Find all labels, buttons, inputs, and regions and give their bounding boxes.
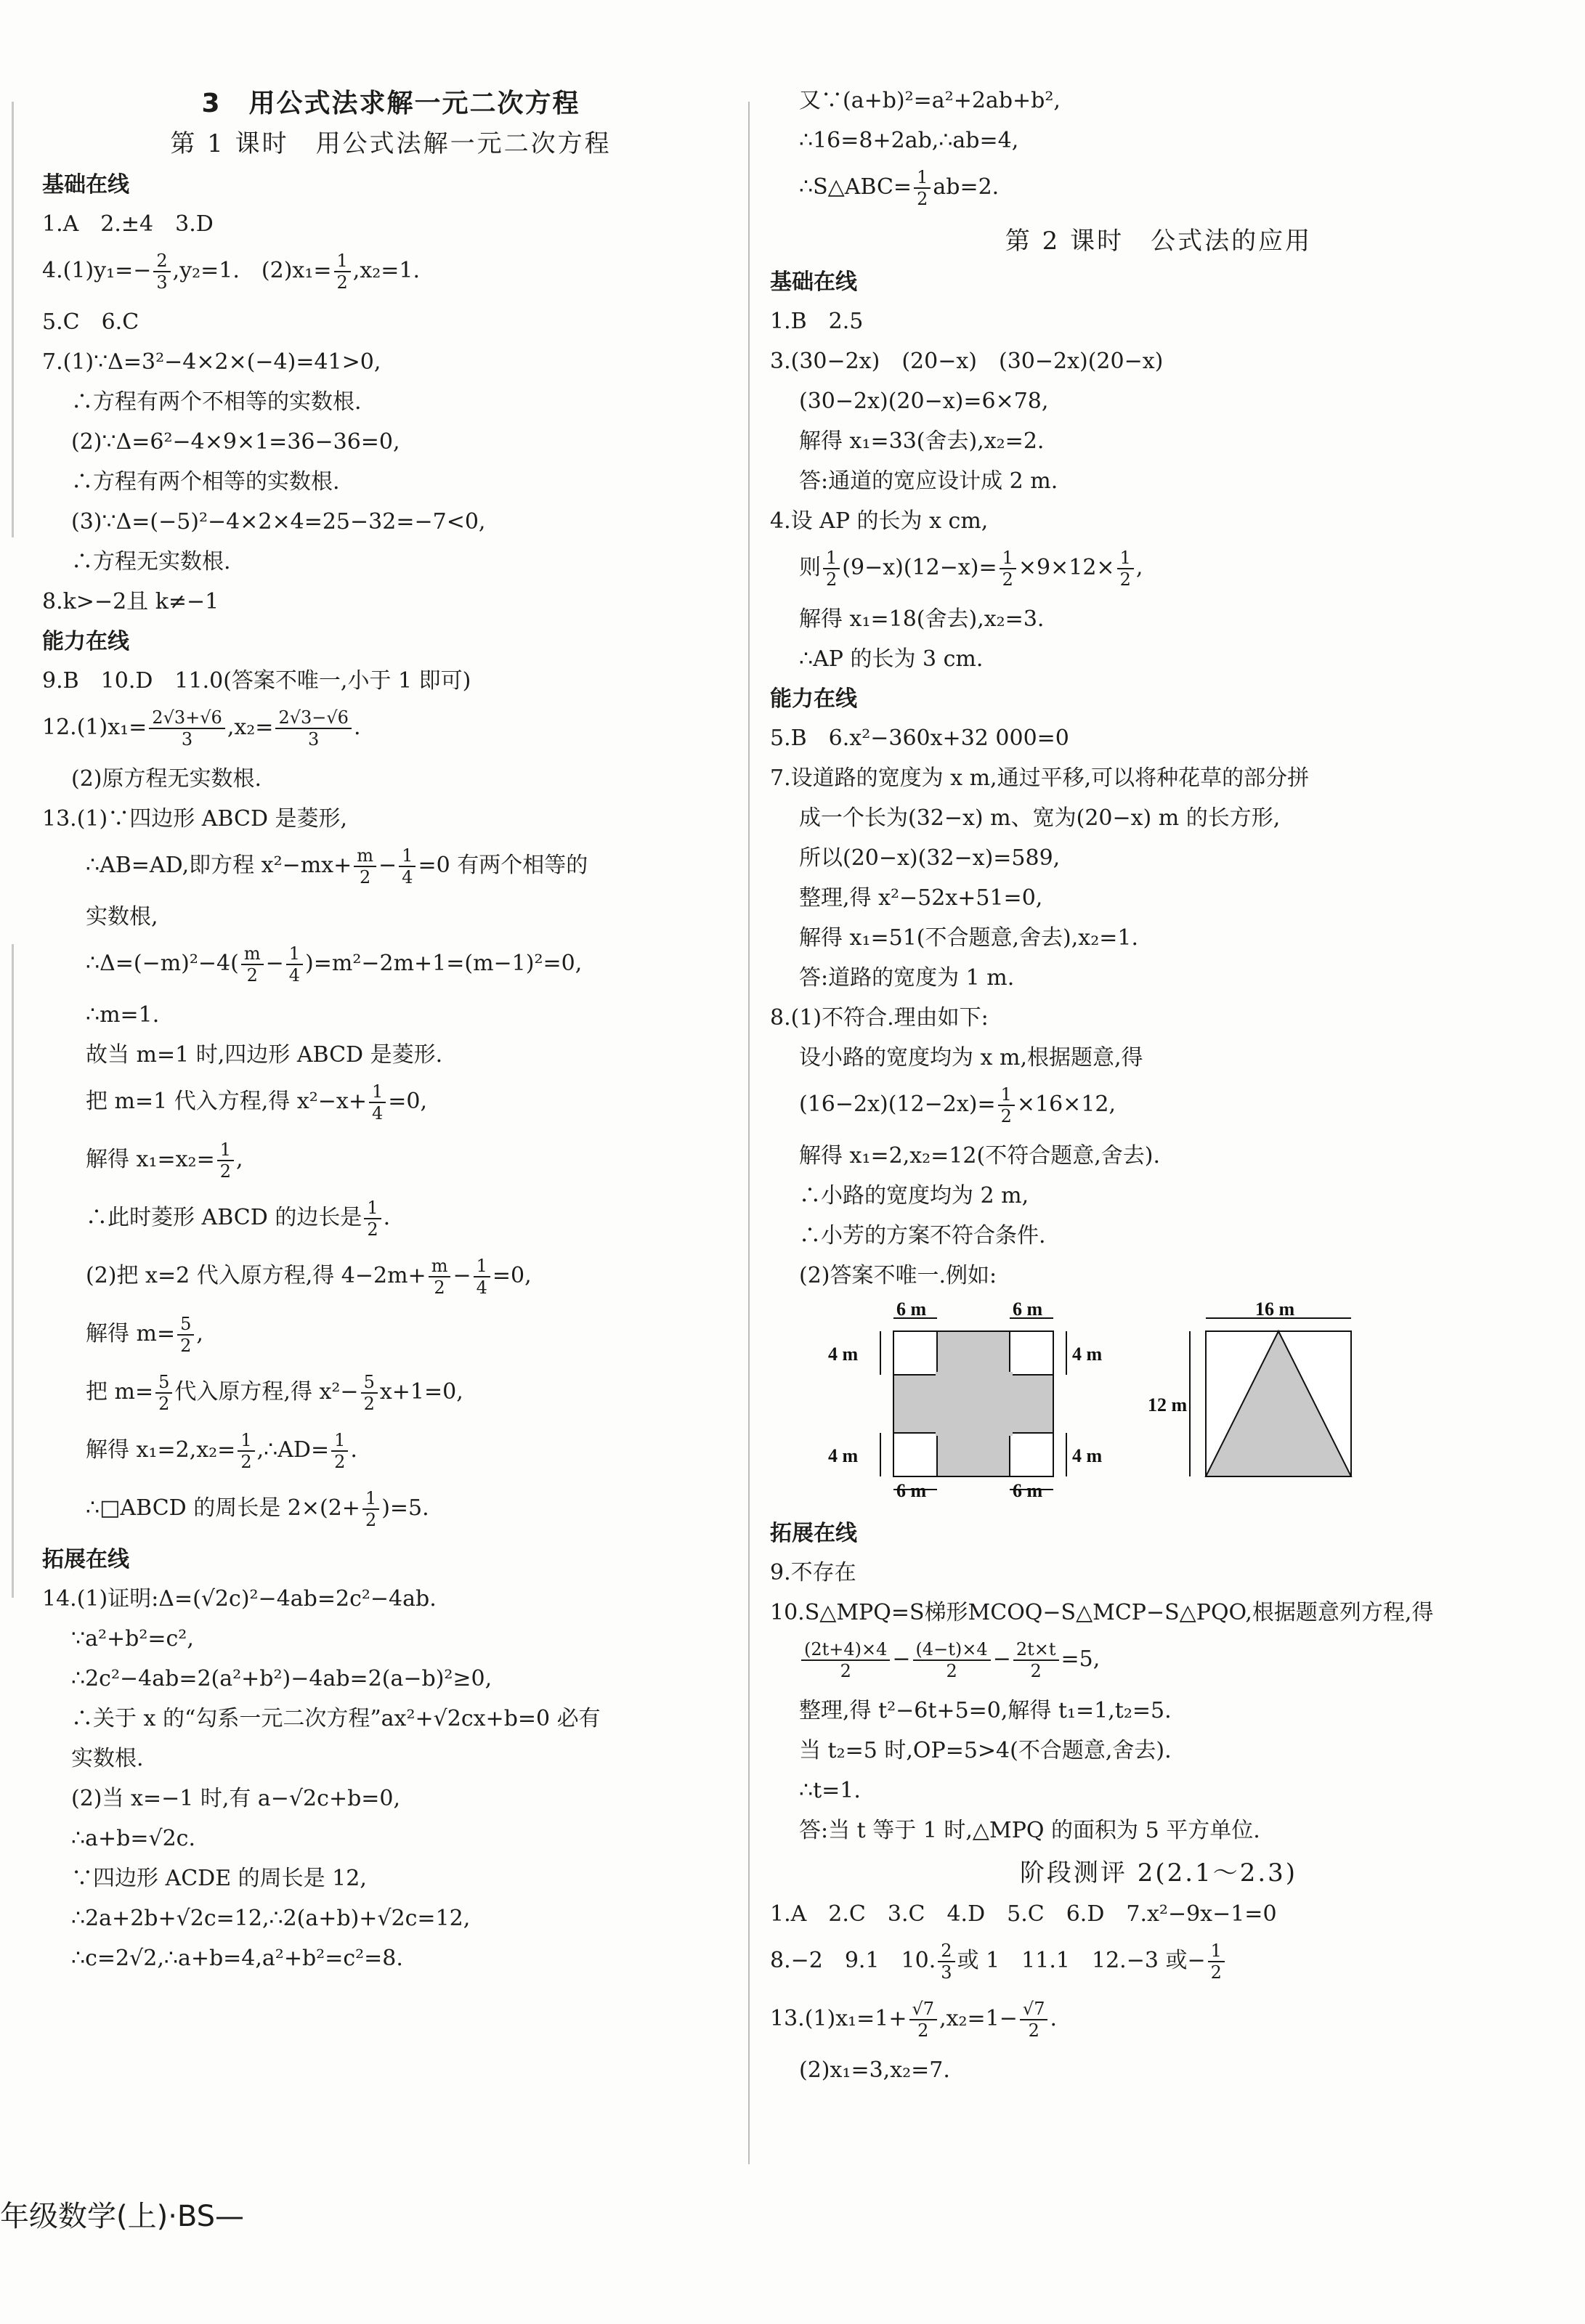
- answer-line: 答:通道的宽应设计成 2 m.: [799, 468, 1058, 494]
- answer-line: ∴□ABCD 的周长是 2×(2+ $\frac{1}{2}$ )=5.: [86, 1488, 429, 1530]
- answer-line: ∴小芳的方案不符合条件.: [799, 1223, 1046, 1248]
- lesson-1-title: 第 1 课时 用公式法解一元二次方程: [170, 129, 612, 158]
- answer-line: 10.S△MPQ=S梯形MCOQ−S△MCP−S△PQO,根据题意列方程,得: [770, 1600, 1434, 1625]
- answer-line: ∵四边形 ACDE 的周长是 12,: [71, 1866, 367, 1891]
- answer-line: 解得 x₁=51(不合题意,舍去),x₂=1.: [799, 925, 1138, 951]
- answer-line: 解得 x₁=x₂= $\frac{1}{2}$ ,: [86, 1139, 243, 1182]
- answer-line: ∴a+b=√2c.: [71, 1826, 195, 1851]
- section-basic: 基础在线: [770, 269, 857, 295]
- answer-line: 把 m=1 代入方程,得 x²−x+ $\frac{1}{4}$ =0,: [86, 1081, 427, 1124]
- answer-line: ∵a²+b²=c²,: [71, 1626, 194, 1651]
- answer-line: 解得 x₁=18(舍去),x₂=3.: [799, 606, 1045, 632]
- section-extension: 拓展在线: [770, 1521, 857, 1546]
- answer-line: ∴m=1.: [86, 1002, 160, 1028]
- answer-line: 13.(1)∵四边形 ABCD 是菱形,: [42, 806, 348, 832]
- answer-line: 9.B 10.D 11.0(答案不唯一,小于 1 即可): [42, 668, 471, 694]
- answer-line: ∴2a+2b+√2c=12,∴2(a+b)+√2c=12,: [71, 1906, 471, 1931]
- answer-line: 答:道路的宽度为 1 m.: [799, 965, 1015, 991]
- answer-line: (2)原方程无实数根.: [71, 766, 262, 792]
- answer-line: (3)∵Δ=(−5)²−4×2×4=25−32=−7<0,: [71, 509, 486, 535]
- stage-test-title: 阶段测评 2(2.1～2.3): [1019, 1858, 1298, 1888]
- fig2-label: 12 m: [1148, 1394, 1188, 1415]
- answer-line: 8.k>−2且 k≠−1: [42, 589, 219, 614]
- answer-line: 8.−2 9.1 10. $\frac{2}{3}$ 或 1 11.1 12.−3 或− $\frac{1}{2}$: [770, 1941, 1547, 1983]
- answer-line: ∴Δ=(−m)²−4( $\frac{m}{2}$ − $\frac{1}{4}$ )=m²−2m+1=(m−1)²=0,: [86, 943, 583, 986]
- section-extension: 拓展在线: [42, 1547, 129, 1572]
- answer-line: ∴AP 的长为 3 cm.: [799, 646, 984, 672]
- answer-line: 1.A 2.C 3.C 4.D 5.C 6.D 7.x²−9x−1=0: [770, 1901, 1277, 1927]
- answer-line: 4.设 AP 的长为 x cm,: [770, 508, 989, 534]
- triangle-layout-figure: [1148, 1302, 1387, 1498]
- answer-line: ∴方程有两个相等的实数根.: [71, 469, 340, 495]
- answer-line: 解得 x₁=2,x₂=12(不符合题意,舍去).: [799, 1143, 1160, 1169]
- answer-line: 4.(1)y₁=− $\frac{2}{3}$ ,y₂=1. (2)x₁= $\frac{1}{2}$ ,x₂=1.: [42, 251, 421, 293]
- lesson-2-title: 第 2 课时 公式法的应用: [1005, 227, 1313, 256]
- answer-line: ∴方程无实数根.: [71, 549, 231, 574]
- fig1-label: 6 m: [896, 1302, 927, 1320]
- answer-line: 13.(1)x₁=1+ $\frac{√7}{2}$ ,x₂=1− $\frac{√7}{2}$ .: [770, 1999, 1058, 2041]
- answer-line: 实数根.: [71, 1746, 144, 1771]
- answer-line: 成一个长为(32−x) m、宽为(20−x) m 的长方形,: [799, 805, 1281, 831]
- answer-line: 故当 m=1 时,四边形 ABCD 是菱形.: [86, 1042, 443, 1068]
- answer-line: ∴此时菱形 ABCD 的边长是 $\frac{1}{2}$ .: [86, 1198, 391, 1240]
- right-column: [770, 87, 1547, 2097]
- section-ability: 能力在线: [770, 686, 857, 712]
- answer-line: (2)x₁=3,x₂=7.: [799, 2057, 950, 2083]
- answer-line: 12.(1)x₁= $\frac{2√3+√6}{3}$ ,x₂= $\frac{2√3-√6}{3}$ .: [42, 707, 361, 749]
- answer-line: 14.(1)证明:Δ=(√2c)²−4ab=2c²−4ab.: [42, 1586, 437, 1612]
- answer-line: 7.(1)∵Δ=3²−4×2×(−4)=41>0,: [42, 349, 381, 375]
- answer-line: 解得 x₁=33(舍去),x₂=2.: [799, 428, 1045, 454]
- answer-line: ∴小路的宽度均为 2 m,: [799, 1183, 1029, 1208]
- fig2-label: 16 m: [1255, 1302, 1295, 1320]
- answer-line: ∴t=1.: [799, 1778, 861, 1803]
- left-edge-line-2: [12, 944, 14, 1598]
- answer-line: 1.B 2.5: [770, 309, 864, 334]
- fig1-label: 4 m: [828, 1344, 859, 1365]
- answer-line: $\frac{(2t+4)\times 4}{2}$ − $\frac{(4-t)\times 4}{2}$ − $\frac{2t\times t}{2}$ =5,: [770, 1639, 1547, 1681]
- answer-line: 解得 m= $\frac{5}{2}$ ,: [86, 1314, 203, 1356]
- answer-line: 则 $\frac{1}{2}$ (9−x)(12−x)= $\frac{1}{2}$ ×9×12× $\frac{1}{2}$ ,: [799, 548, 1143, 590]
- section-title: 3 用公式法求解一元二次方程: [201, 89, 580, 118]
- answer-line: 9.不存在: [770, 1560, 856, 1585]
- section-basic: 基础在线: [42, 172, 129, 198]
- answer-line: (2)∵Δ=6²−4×9×1=36−36=0,: [71, 429, 400, 455]
- answer-line: 7.设道路的宽度为 x m,通过平移,可以将种花草的部分拼: [770, 765, 1310, 791]
- page-footer: 年级数学(上)·BS—: [0, 2200, 245, 2233]
- section-ability: 能力在线: [42, 629, 129, 654]
- answer-line: ∴16=8+2ab,∴ab=4,: [799, 128, 1019, 153]
- answer-line: 设小路的宽度均为 x m,根据题意,得: [799, 1045, 1143, 1070]
- answer-line: ∴S△ABC= $\frac{1}{2}$ ab=2.: [799, 167, 1000, 209]
- left-edge-line: [12, 102, 14, 537]
- column-divider: [748, 102, 750, 2164]
- answer-line: 又∵(a+b)²=a²+2ab+b²,: [799, 88, 1061, 113]
- answer-line: 5.C 6.C: [42, 309, 139, 335]
- answer-line: 解得 x₁=2,x₂= $\frac{1}{2}$ ,∴AD= $\frac{1}{2}$ .: [86, 1430, 357, 1472]
- answer-line: ∴AB=AD,即方程 x²−mx+ $\frac{m}{2}$ − $\frac{1}{4}$ =0 有两个相等的: [86, 845, 588, 887]
- answer-line: 答:当 t 等于 1 时,△MPQ 的面积为 5 平方单位.: [799, 1818, 1260, 1843]
- answer-line: ∴2c²−4ab=2(a²+b²)−4ab=2(a−b)²≥0,: [71, 1666, 492, 1691]
- left-column: [42, 87, 739, 1985]
- answer-line: 3.(30−2x) (20−x) (30−2x)(20−x): [770, 349, 1164, 374]
- answer-line: ∴关于 x 的“勾系一元二次方程”ax²+√2cx+b=0 必有: [71, 1706, 601, 1731]
- answer-line: (2)答案不唯一.例如:: [799, 1263, 997, 1288]
- fig1-label: 6 m: [1013, 1480, 1043, 1498]
- fig1-label: 6 m: [896, 1480, 927, 1498]
- answer-line: (2)把 x=2 代入原方程,得 4−2m+ $\frac{m}{2}$ − $\frac{1}{4}$ =0,: [86, 1256, 532, 1298]
- fig1-label: 4 m: [1072, 1445, 1103, 1466]
- fig1-label: 4 m: [828, 1445, 859, 1466]
- answer-line: ∴c=2√2,∴a+b=4,a²+b²=c²=8.: [71, 1946, 403, 1971]
- answer-line: 5.B 6.x²−360x+32 000=0: [770, 726, 1069, 751]
- fig1-label: 6 m: [1013, 1302, 1043, 1320]
- answer-line: 8.(1)不符合.理由如下:: [770, 1005, 989, 1031]
- answer-line: ∴方程有两个不相等的实数根.: [71, 389, 362, 415]
- answer-line: 整理,得 x²−52x+51=0,: [799, 885, 1043, 911]
- answer-line: 所以(20−x)(32−x)=589,: [799, 845, 1061, 871]
- answer-line: 当 t₂=5 时,OP=5>4(不合题意,舍去).: [799, 1738, 1172, 1763]
- fig1-label: 4 m: [1072, 1344, 1103, 1365]
- answer-line: 1.A 2.±4 3.D: [42, 211, 214, 237]
- answer-line: (30−2x)(20−x)=6×78,: [799, 389, 1049, 414]
- answer-line: 整理,得 t²−6t+5=0,解得 t₁=1,t₂=5.: [799, 1698, 1172, 1723]
- answer-line: 实数根,: [86, 904, 158, 930]
- path-layout-figure: [814, 1302, 1104, 1498]
- answer-line: (16−2x)(12−2x)= $\frac{1}{2}$ ×16×12,: [799, 1084, 1116, 1126]
- answer-line: 把 m= $\frac{5}{2}$ 代入原方程,得 x²− $\frac{5}{2}$ x+1=0,: [86, 1372, 463, 1414]
- answer-line: (2)当 x=−1 时,有 a−√2c+b=0,: [71, 1786, 401, 1811]
- figures: [814, 1302, 1547, 1498]
